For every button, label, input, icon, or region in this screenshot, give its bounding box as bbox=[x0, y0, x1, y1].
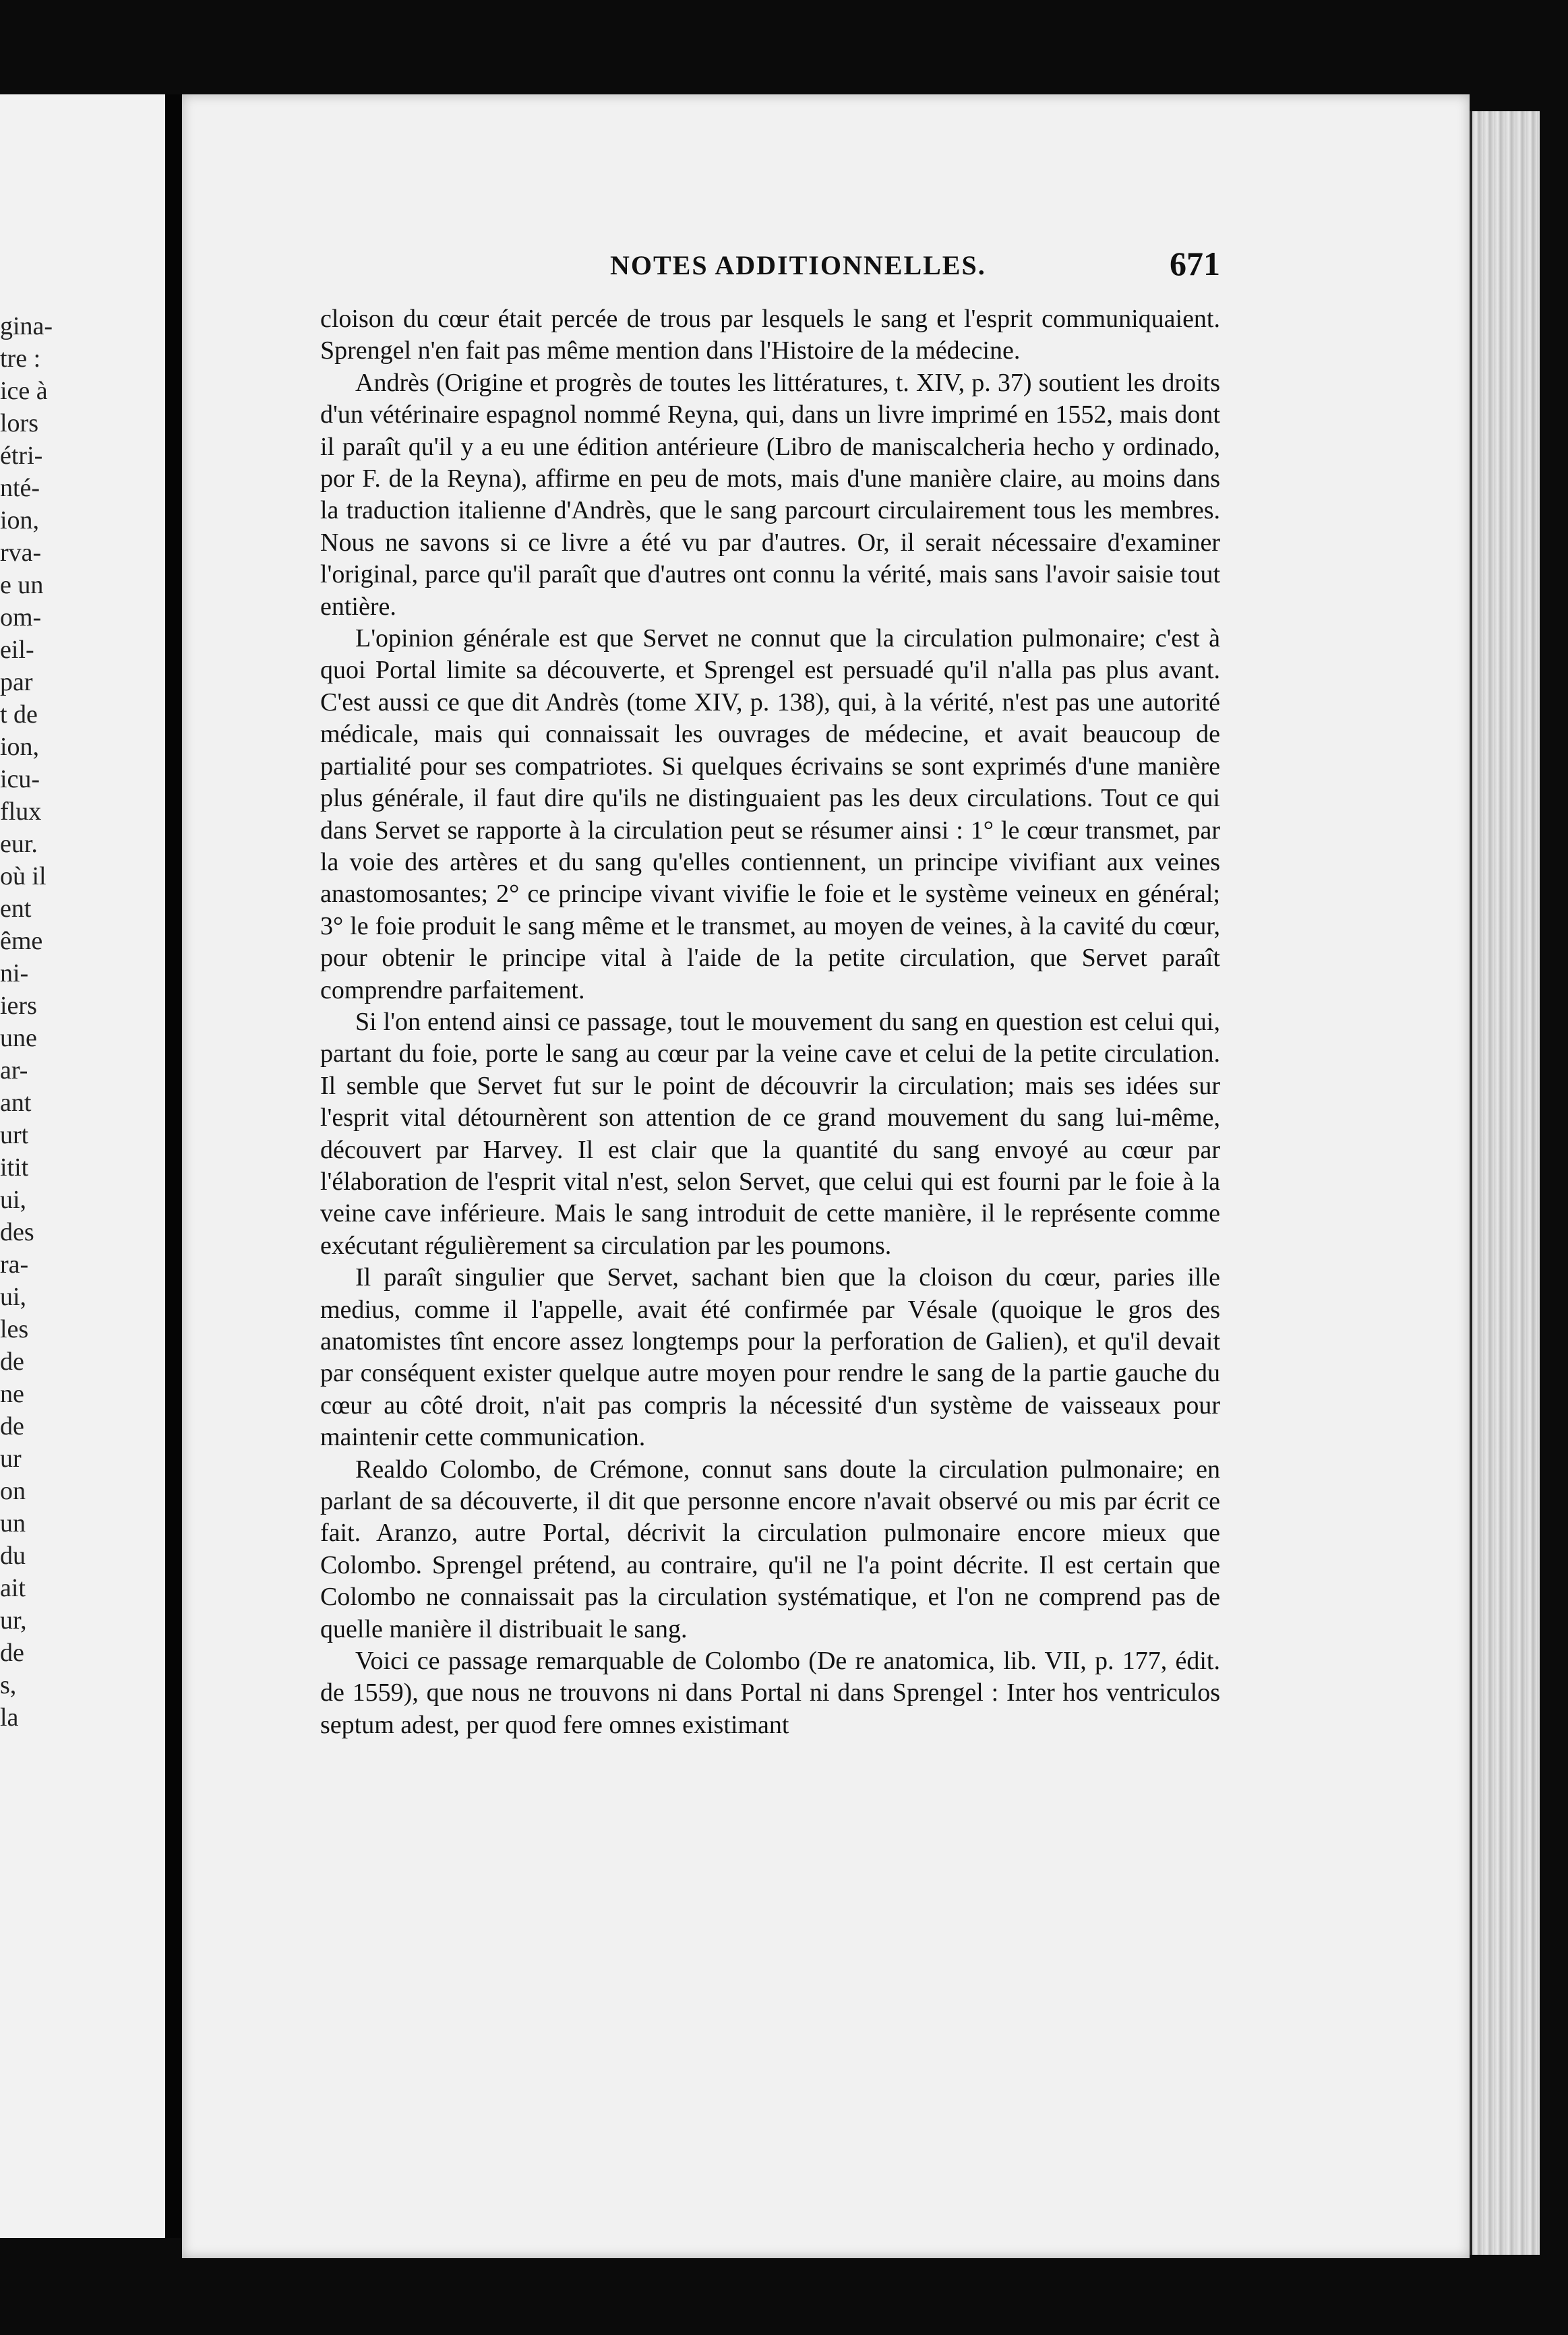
facing-page-text-fragment: où il bbox=[0, 862, 47, 890]
facing-page-text-fragment: une bbox=[0, 1024, 37, 1052]
facing-page-text-fragment: ar- bbox=[0, 1056, 28, 1085]
facing-page-text-fragment: s, bbox=[0, 1671, 17, 1699]
paragraph: cloison du cœur était percée de trous par lesquels le sang et l'esprit communiquaient. Sprengel n'en fait pas même mention dans l'Histoire de la médecine. bbox=[320, 305, 1220, 365]
facing-page-text-fragment: om- bbox=[0, 603, 42, 632]
facing-page-text-fragment: de bbox=[0, 1347, 24, 1376]
paragraph: Realdo Colombo, de Crémone, connut sans doute la circulation pulmonaire; en parlant de sa découverte, il dit que personne encore n'avait observé ou mis par écrit ce fait. Aranzo, autre Portal, décrivit la circulation pulmonaire encore mieux que Colombo. Sprengel prétend, au contraire, qu'il ne l'a point décrite. Il est certain que Colombo ne connaissait pas la circulation systématique, et l'on ne comprend pas de quelle manière il distribuait le sang. bbox=[320, 1455, 1220, 1643]
paragraph: Il paraît singulier que Servet, sachant bien que la cloison du cœur, paries ille medius, comme il l'appelle, avait été confirmée par Vésale (quoique le gros des anatomistes tînt encore assez longtemps pour la perforation de Galien), et qu'il devait par conséquent exister quelque autre moyen pour rendre le sang de la partie gauche du cœur au côté droit, n'ait pas compris la nécessité d'un système de vaisseaux pour maintenir cette communication. bbox=[320, 1263, 1220, 1452]
facing-page-text-fragment: ent bbox=[0, 894, 32, 923]
facing-page-text-fragment: e un bbox=[0, 571, 44, 599]
facing-page-text-fragment: on bbox=[0, 1477, 26, 1505]
paragraph: Si l'on entend ainsi ce passage, tout le mouvement du sang en question est celui qui, partant du foie, porte le sang au cœur par la veine cave et celui de la petite circulation. Il semble que Servet fut sur le point de découvrir la circulation; mais ses idées sur l'esprit vital détournèrent son attention de ce grand mouvement du sang lui-même, découvert par Harvey. Il est clair que la quantité du sang envoyé au cœur par l'élaboration de l'esprit vital n'est, selon Servet, que celui qui est fourni par le foie à la veine cave inférieure. Mais le sang introduit de cette manière, il le représente comme exécutant régulièrement sa circulation par les poumons. bbox=[320, 1007, 1220, 1260]
facing-page-text-fragment: ion, bbox=[0, 506, 40, 535]
paragraph: Voici ce passage remarquable de Colombo (De re anatomica, lib. VII, p. 177, édit. de 1559), que nous ne trouvons ni dans Portal ni dans Sprengel : Inter hos ventriculos septum adest, per quod fere omnes existimant bbox=[320, 1647, 1220, 1739]
facing-page-text-fragment: de bbox=[0, 1412, 24, 1441]
facing-page-text-fragment: iers bbox=[0, 992, 37, 1020]
body-text bbox=[320, 303, 1220, 1741]
facing-page-text-fragment: ni- bbox=[0, 959, 29, 988]
facing-page-text-fragment: ice à bbox=[0, 377, 48, 405]
facing-page-text-fragment: ême bbox=[0, 927, 43, 955]
facing-page-fragment bbox=[0, 94, 165, 2238]
facing-page-text-fragment: urt bbox=[0, 1121, 29, 1149]
facing-page-text-fragment: de bbox=[0, 1639, 24, 1667]
facing-page-text-fragment: des bbox=[0, 1218, 34, 1246]
page-number: 671 bbox=[1170, 245, 1220, 282]
facing-page-text-fragment: eur. bbox=[0, 830, 38, 858]
facing-page-text-fragment: t de bbox=[0, 700, 38, 729]
facing-page-text-fragment: ion, bbox=[0, 733, 40, 761]
facing-page-text-fragment: la bbox=[0, 1703, 19, 1732]
facing-page-text-fragment: itit bbox=[0, 1153, 29, 1182]
facing-page-text-fragment: ait bbox=[0, 1574, 26, 1602]
facing-page-text-fragment: ur, bbox=[0, 1606, 27, 1635]
facing-page-text-fragment: eil- bbox=[0, 636, 34, 664]
page-edges bbox=[1470, 111, 1540, 2255]
paragraph: L'opinion générale est que Servet ne connut que la circulation pulmonaire; c'est à quoi Portal limite sa découverte, et Sprengel est persuadé qu'il n'alla pas plus avant. C'est aussi ce que dit Andrès (tome XIV, p. 138), qui, à la vérité, n'est pas une autorité médicale, mais qui connaissait les ouvrages de médecine, et avait beaucoup de partialité pour ses compatriotes. Si quelques écrivains se sont exprimés d'une manière plus générale, il faut dire qu'ils ne distinguaient pas les deux circulations. Tout ce qui dans Servet se rapporte à la circulation peut se résumer ainsi : 1° le cœur transmet, par la voie des artères et du sang qu'elles contiennent, un principe vivifiant aux veines anastomosantes; 2° ce principe vivant vivifie le foie et le système veineux en général; 3° le foie produit le sang même et le transmet, au moyen de veines, à la cavité du cœur, pour obtenir le principe vital à l'aide de la petite circulation, que Servet paraît comprendre parfaitement. bbox=[320, 624, 1220, 1004]
facing-page-text-fragment: gina- bbox=[0, 312, 53, 340]
facing-page-text-fragment: icu- bbox=[0, 765, 40, 793]
facing-page-text-fragment: ne bbox=[0, 1380, 24, 1408]
facing-page-text-fragment: lors bbox=[0, 409, 38, 437]
facing-page-text-fragment: par bbox=[0, 668, 33, 696]
paragraph: Andrès (Origine et progrès de toutes les littératures, t. XIV, p. 37) soutient les droits d'un vétérinaire espagnol nommé Reyna, qui, dans un livre imprimé en 1552, mais dont il paraît qu'il y a eu une édition antérieure (Libro de maniscalcheria hecho y ordinado, por F. de la Reyna), affirme en peu de mots, mais d'une manière claire, au moins dans la traduction italienne d'Andrès, que le sang parcourt circulairement tous les membres. Nous ne savons si ce livre a été vu par d'autres. Or, il serait nécessaire d'examiner l'original, parce qu'il paraît que d'autres ont connu la vérité, mais sans l'avoir saisie tout entière. bbox=[320, 368, 1220, 621]
facing-page-text-fragment: tre : bbox=[0, 344, 41, 373]
running-head bbox=[320, 245, 1220, 290]
facing-page-text-fragment: ui, bbox=[0, 1186, 27, 1214]
facing-page-text-fragment: les bbox=[0, 1315, 29, 1343]
facing-page-text-fragment: ra- bbox=[0, 1250, 29, 1279]
facing-page-text-fragment: nté- bbox=[0, 474, 40, 502]
facing-page-text-fragment: ant bbox=[0, 1089, 32, 1117]
facing-page-text-fragment: un bbox=[0, 1509, 26, 1538]
facing-page-text-fragment: rva- bbox=[0, 539, 42, 567]
facing-page-text-fragment: ur bbox=[0, 1445, 22, 1473]
facing-page-text-fragment: ui, bbox=[0, 1283, 27, 1311]
facing-page-text-fragment: flux bbox=[0, 797, 42, 826]
facing-page-text-fragment: du bbox=[0, 1542, 26, 1570]
running-title: NOTES ADDITIONNELLES. bbox=[610, 250, 986, 280]
facing-page-text-fragment: étri- bbox=[0, 442, 43, 470]
